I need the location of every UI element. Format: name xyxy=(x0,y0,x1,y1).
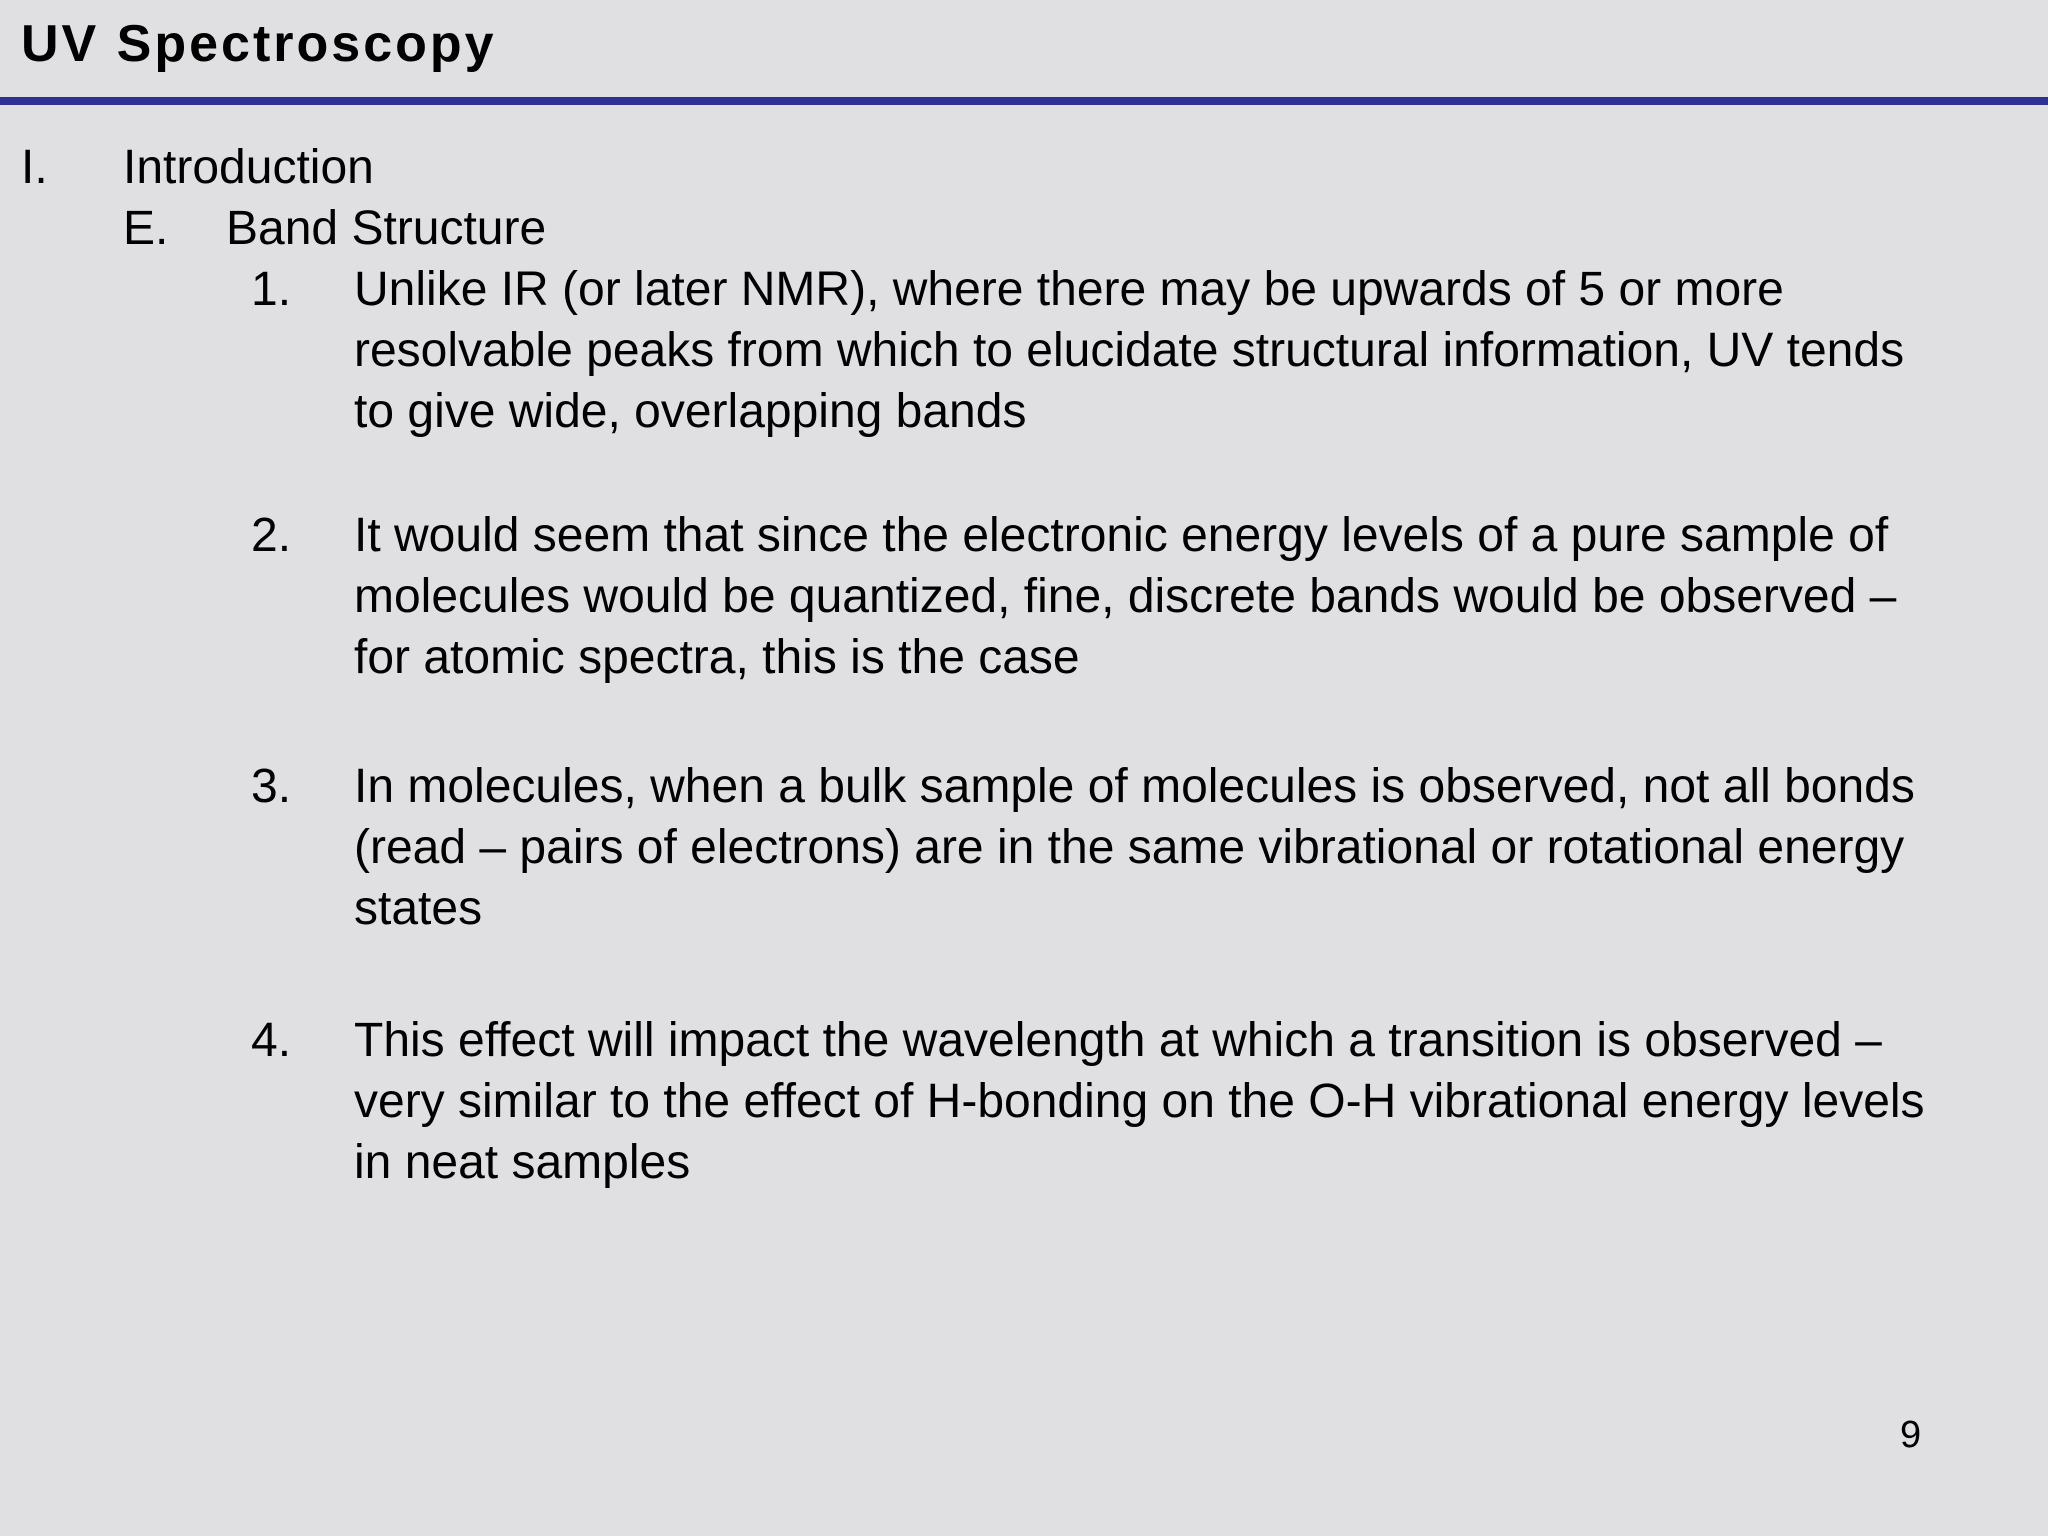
list-item-marker: 4. xyxy=(251,1014,292,1067)
list-item-marker: 2. xyxy=(251,509,292,562)
subsection-heading: Band Structure xyxy=(226,202,547,255)
section-heading: Introduction xyxy=(123,141,374,194)
list-item-marker: 3. xyxy=(251,760,292,813)
subsection-marker: E. xyxy=(123,202,169,255)
list-item-text: Unlike IR (or later NMR), where there may be upwards of 5 or more resolvable peaks from which to elucidate structural information, UV tends to give wide, overlapping bands xyxy=(354,263,1905,438)
page-number: 9 xyxy=(1900,1414,1922,1456)
section-marker: I. xyxy=(21,141,48,194)
slide-title: UV Spectroscopy xyxy=(21,15,497,73)
title-divider xyxy=(0,97,2048,105)
list-item-text: In molecules, when a bulk sample of molecules is observed, not all bonds (read – pairs of electrons) are in the same vibrational or rotational energy states xyxy=(354,760,1915,935)
list-item-text: This effect will impact the wavelength at which a transition is observed – very similar to the effect of H-bonding on the O-H vibrational energy levels in neat samples xyxy=(354,1014,1925,1189)
list-item-marker: 1. xyxy=(251,263,292,316)
list-item-text: It would seem that since the electronic energy levels of a pure sample of molecules would be quantized, fine, discrete bands would be observed – for atomic spectra, this is the case xyxy=(354,509,1897,684)
